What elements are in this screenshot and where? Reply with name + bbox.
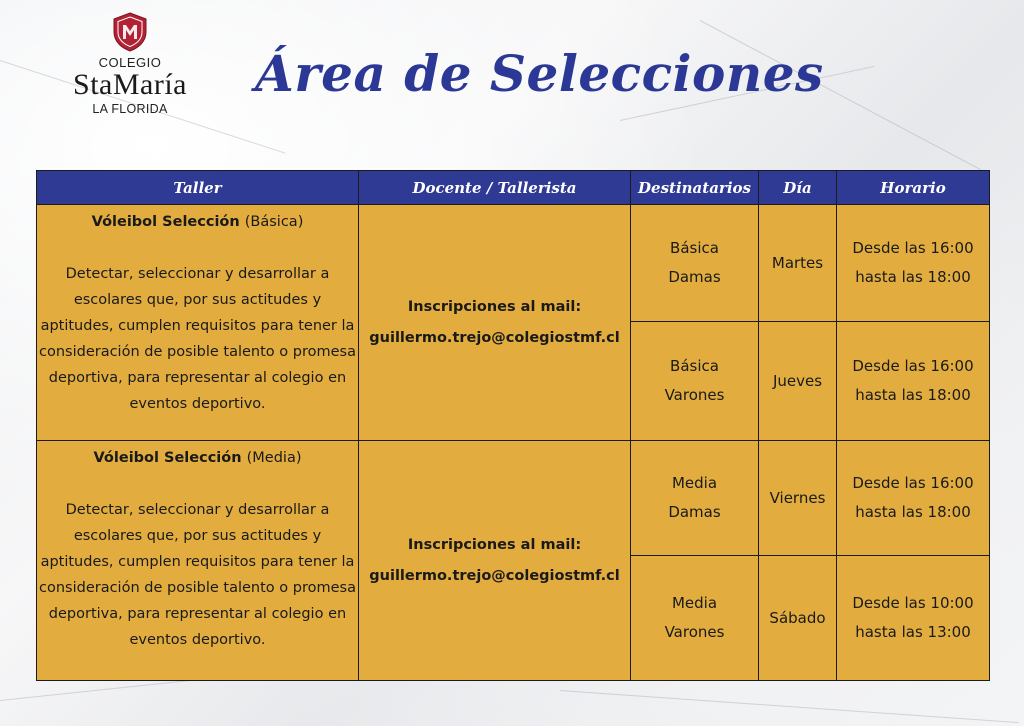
horario-cell xyxy=(837,205,990,322)
header-dia: Día xyxy=(759,171,837,205)
taller-description: Detectar, seleccionar y desarrollar a escolares que, por sus actitudes y aptitudes, cumplen requisitos para tener la consideración de posible talento o promesa deportiva, para representar al colegio en eventos deportivo. xyxy=(39,502,356,648)
header-taller: Taller xyxy=(37,171,359,205)
shield-icon xyxy=(112,12,148,52)
taller-title xyxy=(39,445,356,471)
destinatarios-cell xyxy=(631,205,759,322)
horario-cell xyxy=(837,556,990,681)
destinatario-level: Media xyxy=(671,474,718,492)
destinatario-group: Damas xyxy=(668,268,721,286)
taller-cell xyxy=(37,441,359,681)
horario-end: hasta las 18:00 xyxy=(855,268,971,286)
taller-name: Vóleibol Selección xyxy=(93,450,242,466)
horario-end: hasta las 13:00 xyxy=(855,623,971,641)
horario-start: Desde las 16:00 xyxy=(852,239,974,257)
taller-description: Detectar, seleccionar y desarrollar a escolares que, por sus actitudes y aptitudes, cumplen requisitos para tener la consideración de posible talento o promesa deportiva, para representar al colegio en eventos deportivo. xyxy=(39,266,356,412)
dia-cell: Martes xyxy=(759,205,837,322)
taller-title xyxy=(39,209,356,235)
dia-cell: Sábado xyxy=(759,556,837,681)
horario-start: Desde las 16:00 xyxy=(852,357,974,375)
logo-city: LA FLORIDA xyxy=(92,102,168,116)
docente-email: guillermo.trejo@colegiostmf.cl xyxy=(369,567,620,584)
destinatario-group: Varones xyxy=(664,386,725,404)
page-title: Área de Selecciones xyxy=(255,44,824,103)
docente-label: Inscripciones al mail: xyxy=(407,536,582,553)
docente-email: guillermo.trejo@colegiostmf.cl xyxy=(369,329,620,346)
docente-cell xyxy=(359,205,631,441)
destinatarios-cell xyxy=(631,556,759,681)
table-header-row xyxy=(37,171,990,205)
schedule-table xyxy=(36,170,990,681)
docente-cell xyxy=(359,441,631,681)
destinatario-level: Media xyxy=(671,594,718,612)
destinatario-group: Varones xyxy=(664,623,725,641)
header-destinatarios: Destinatarios xyxy=(631,171,759,205)
destinatario-level: Básica xyxy=(670,357,719,375)
logo-school-name: StaMaría xyxy=(73,68,187,101)
horario-start: Desde las 16:00 xyxy=(852,474,974,492)
marble-vein xyxy=(560,690,1019,723)
table-row xyxy=(37,205,990,322)
horario-start: Desde las 10:00 xyxy=(852,594,974,612)
horario-cell xyxy=(837,322,990,441)
header-docente: Docente / Tallerista xyxy=(359,171,631,205)
destinatarios-cell xyxy=(631,322,759,441)
destinatario-group: Damas xyxy=(668,503,721,521)
destinatarios-cell xyxy=(631,441,759,556)
taller-level: (Básica) xyxy=(244,214,304,230)
dia-cell: Viernes xyxy=(759,441,837,556)
destinatario-level: Básica xyxy=(670,239,719,257)
table-row xyxy=(37,441,990,556)
taller-level: (Media) xyxy=(246,450,302,466)
taller-cell xyxy=(37,205,359,441)
dia-cell: Jueves xyxy=(759,322,837,441)
school-logo xyxy=(40,12,220,134)
taller-name: Vóleibol Selección xyxy=(91,214,240,230)
horario-end: hasta las 18:00 xyxy=(855,503,971,521)
logo-colegio: COLEGIO xyxy=(98,55,162,70)
horario-end: hasta las 18:00 xyxy=(855,386,971,404)
horario-cell xyxy=(837,441,990,556)
header-horario: Horario xyxy=(837,171,990,205)
docente-label: Inscripciones al mail: xyxy=(407,298,582,315)
